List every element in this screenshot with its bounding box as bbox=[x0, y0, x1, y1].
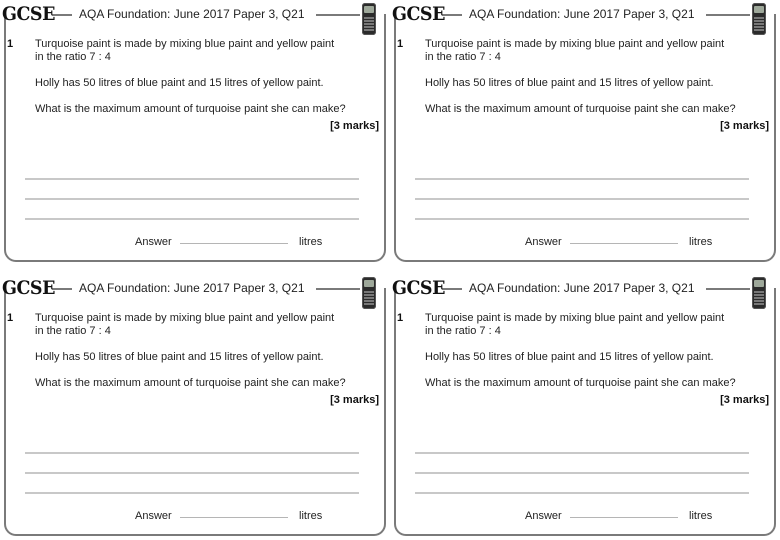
question-text-line-2: in the ratio 7 : 4 bbox=[425, 325, 501, 337]
writing-line bbox=[415, 452, 749, 454]
answer-label: Answer bbox=[135, 236, 172, 248]
question-text-line-3: Holly has 50 litres of blue paint and 15 litres of yellow paint. bbox=[35, 351, 324, 363]
question-number: 1 bbox=[397, 38, 404, 50]
answer-line bbox=[570, 243, 678, 244]
answer-unit: litres bbox=[689, 510, 713, 522]
question-number: 1 bbox=[7, 312, 14, 324]
writing-line bbox=[25, 472, 359, 474]
question-text-line-1: Turquoise paint is made by mixing blue paint and yellow paint bbox=[425, 312, 725, 324]
marks-label: [3 marks] bbox=[720, 394, 769, 406]
answer-unit: litres bbox=[299, 236, 323, 248]
calculator-icon bbox=[752, 277, 766, 309]
gcse-logo: GCSE bbox=[2, 277, 55, 299]
answer-label: Answer bbox=[135, 510, 172, 522]
writing-line bbox=[25, 452, 359, 454]
question-card bbox=[390, 274, 772, 536]
question-text-line-4: What is the maximum amount of turquoise paint she can make? bbox=[35, 103, 346, 115]
question-text-line-3: Holly has 50 litres of blue paint and 15 litres of yellow paint. bbox=[425, 351, 714, 363]
writing-line bbox=[25, 492, 359, 494]
marks-label: [3 marks] bbox=[330, 120, 379, 132]
question-text-line-2: in the ratio 7 : 4 bbox=[425, 51, 501, 63]
question-source: AQA Foundation: June 2017 Paper 3, Q21 bbox=[469, 281, 695, 295]
answer-label: Answer bbox=[525, 510, 562, 522]
answer-unit: litres bbox=[689, 236, 713, 248]
question-number: 1 bbox=[7, 38, 14, 50]
answer-line bbox=[180, 243, 288, 244]
writing-line bbox=[25, 218, 359, 220]
answer-label: Answer bbox=[525, 236, 562, 248]
header-rule-right bbox=[706, 288, 750, 290]
question-card bbox=[0, 274, 382, 536]
calculator-icon bbox=[752, 3, 766, 35]
question-text-line-2: in the ratio 7 : 4 bbox=[35, 325, 111, 337]
header-rule-right bbox=[316, 288, 360, 290]
question-card bbox=[390, 0, 772, 262]
writing-line bbox=[415, 218, 749, 220]
question-text-line-1: Turquoise paint is made by mixing blue paint and yellow paint bbox=[425, 38, 725, 50]
marks-label: [3 marks] bbox=[720, 120, 769, 132]
writing-line bbox=[415, 178, 749, 180]
question-number: 1 bbox=[397, 312, 404, 324]
gcse-logo: GCSE bbox=[392, 277, 445, 299]
writing-line bbox=[25, 178, 359, 180]
writing-line bbox=[415, 492, 749, 494]
question-text-line-4: What is the maximum amount of turquoise paint she can make? bbox=[35, 377, 346, 389]
writing-line bbox=[25, 198, 359, 200]
question-text-line-4: What is the maximum amount of turquoise paint she can make? bbox=[425, 103, 736, 115]
header-rule-right bbox=[706, 14, 750, 16]
gcse-logo: GCSE bbox=[392, 3, 445, 25]
question-text-line-2: in the ratio 7 : 4 bbox=[35, 51, 111, 63]
question-card bbox=[0, 0, 382, 262]
question-text-line-1: Turquoise paint is made by mixing blue paint and yellow paint bbox=[35, 312, 335, 324]
header-rule-right bbox=[316, 14, 360, 16]
question-source: AQA Foundation: June 2017 Paper 3, Q21 bbox=[79, 281, 305, 295]
question-text-line-3: Holly has 50 litres of blue paint and 15 litres of yellow paint. bbox=[35, 77, 324, 89]
answer-line bbox=[180, 517, 288, 518]
calculator-icon bbox=[362, 3, 376, 35]
writing-line bbox=[415, 198, 749, 200]
calculator-icon bbox=[362, 277, 376, 309]
question-text-line-1: Turquoise paint is made by mixing blue paint and yellow paint bbox=[35, 38, 335, 50]
marks-label: [3 marks] bbox=[330, 394, 379, 406]
answer-line bbox=[570, 517, 678, 518]
question-text-line-3: Holly has 50 litres of blue paint and 15 litres of yellow paint. bbox=[425, 77, 714, 89]
question-text-line-4: What is the maximum amount of turquoise paint she can make? bbox=[425, 377, 736, 389]
gcse-logo: GCSE bbox=[2, 3, 55, 25]
question-source: AQA Foundation: June 2017 Paper 3, Q21 bbox=[469, 7, 695, 21]
answer-unit: litres bbox=[299, 510, 323, 522]
writing-line bbox=[415, 472, 749, 474]
question-source: AQA Foundation: June 2017 Paper 3, Q21 bbox=[79, 7, 305, 21]
